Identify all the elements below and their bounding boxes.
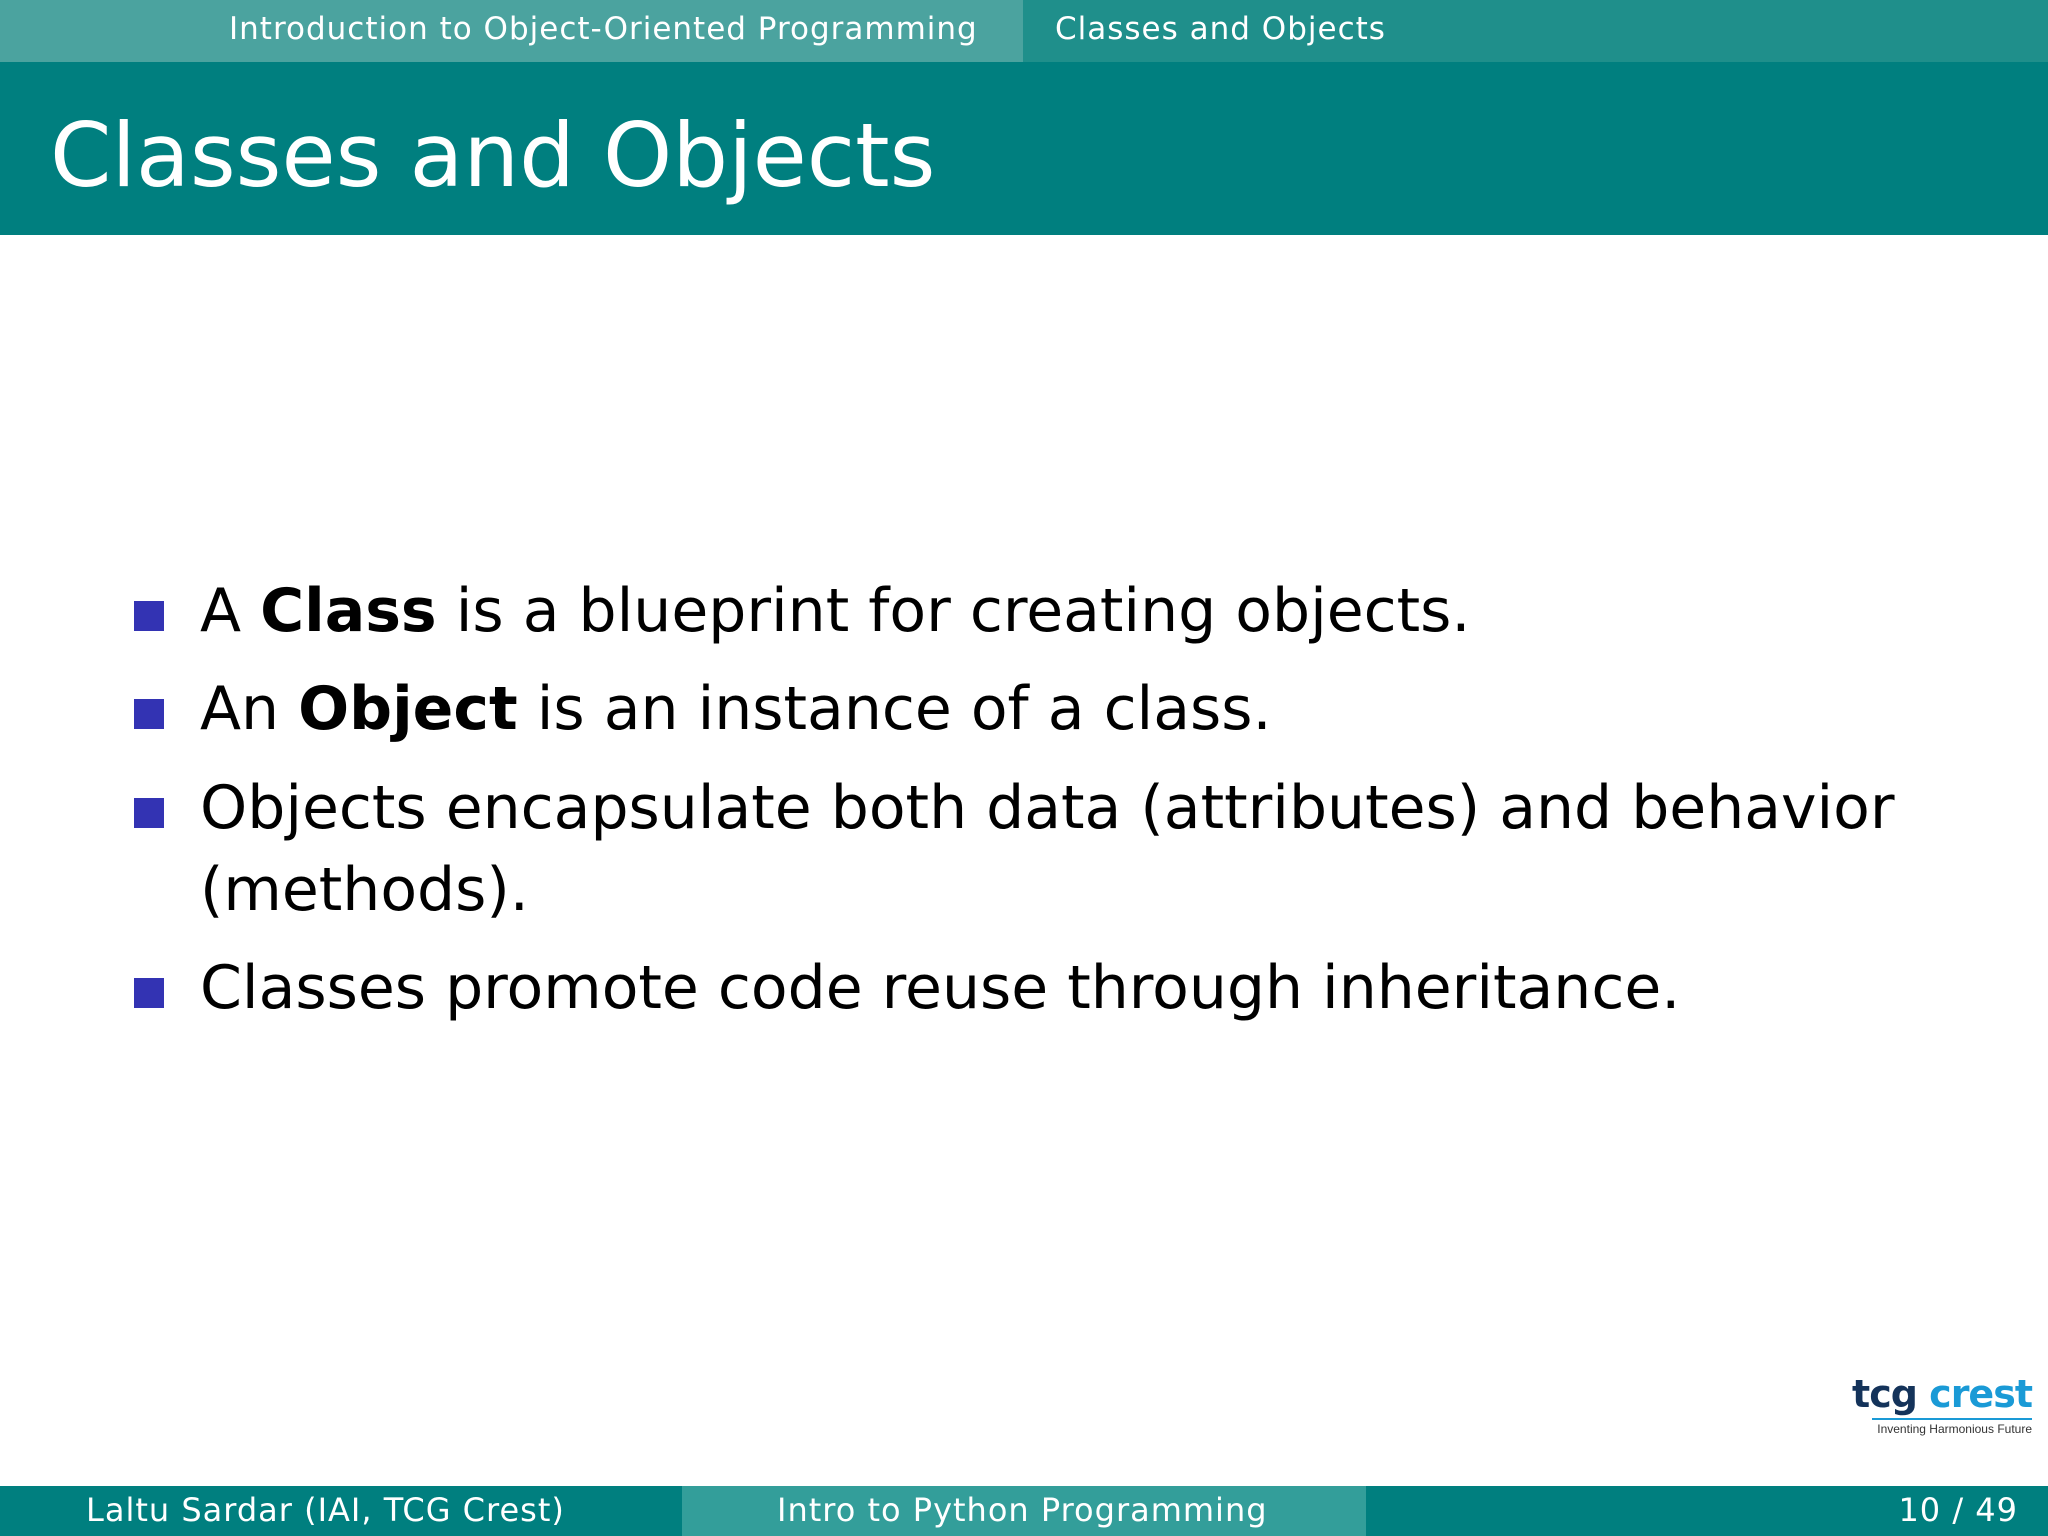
nav-section-label: Introduction to Object-Oriented Programming — [229, 11, 978, 47]
bullet-keyword: Object — [298, 674, 518, 744]
bullet-item: Classes promote code reuse through inheritance. — [200, 953, 1681, 1023]
footer — [0, 1486, 2048, 1536]
bullet-text: A — [200, 576, 261, 646]
logo-divider — [1872, 1418, 2032, 1420]
bullet-item-continuation: (methods). — [200, 855, 529, 925]
bullet-item: Objects encapsulate both data (attributes) and behavior — [200, 773, 1895, 843]
bullet-text: is a blueprint for creating objects. — [436, 576, 1471, 646]
bullet-item — [200, 674, 1272, 744]
logo-tagline: Inventing Harmonious Future — [1877, 1422, 2032, 1436]
bullet-keyword: Class — [260, 576, 437, 646]
footer-talk-text: Intro to Python Programming — [777, 1491, 1268, 1529]
footer-page-number — [1366, 1486, 2048, 1536]
bullet-marker — [134, 601, 164, 631]
bullet-marker — [134, 978, 164, 1008]
logo-wordmark: tcg crest — [1852, 1372, 2032, 1416]
nav-subsection-label: Classes and Objects — [1055, 11, 1386, 47]
bullet-marker — [134, 699, 164, 729]
tcg-crest-logo — [1852, 1372, 2032, 1442]
slide-title: Classes and Objects — [50, 104, 936, 207]
footer-author-text: Laltu Sardar (IAI, TCG Crest) — [86, 1491, 565, 1529]
page-counter: 10 / 49 — [1898, 1491, 2018, 1529]
bullet-text: An — [200, 674, 299, 744]
bullet-marker — [134, 798, 164, 828]
bullet-item — [200, 576, 1471, 646]
footer-talk-title — [682, 1486, 1366, 1536]
bullet-text: is an instance of a class. — [517, 674, 1272, 744]
footer-author — [0, 1486, 682, 1536]
